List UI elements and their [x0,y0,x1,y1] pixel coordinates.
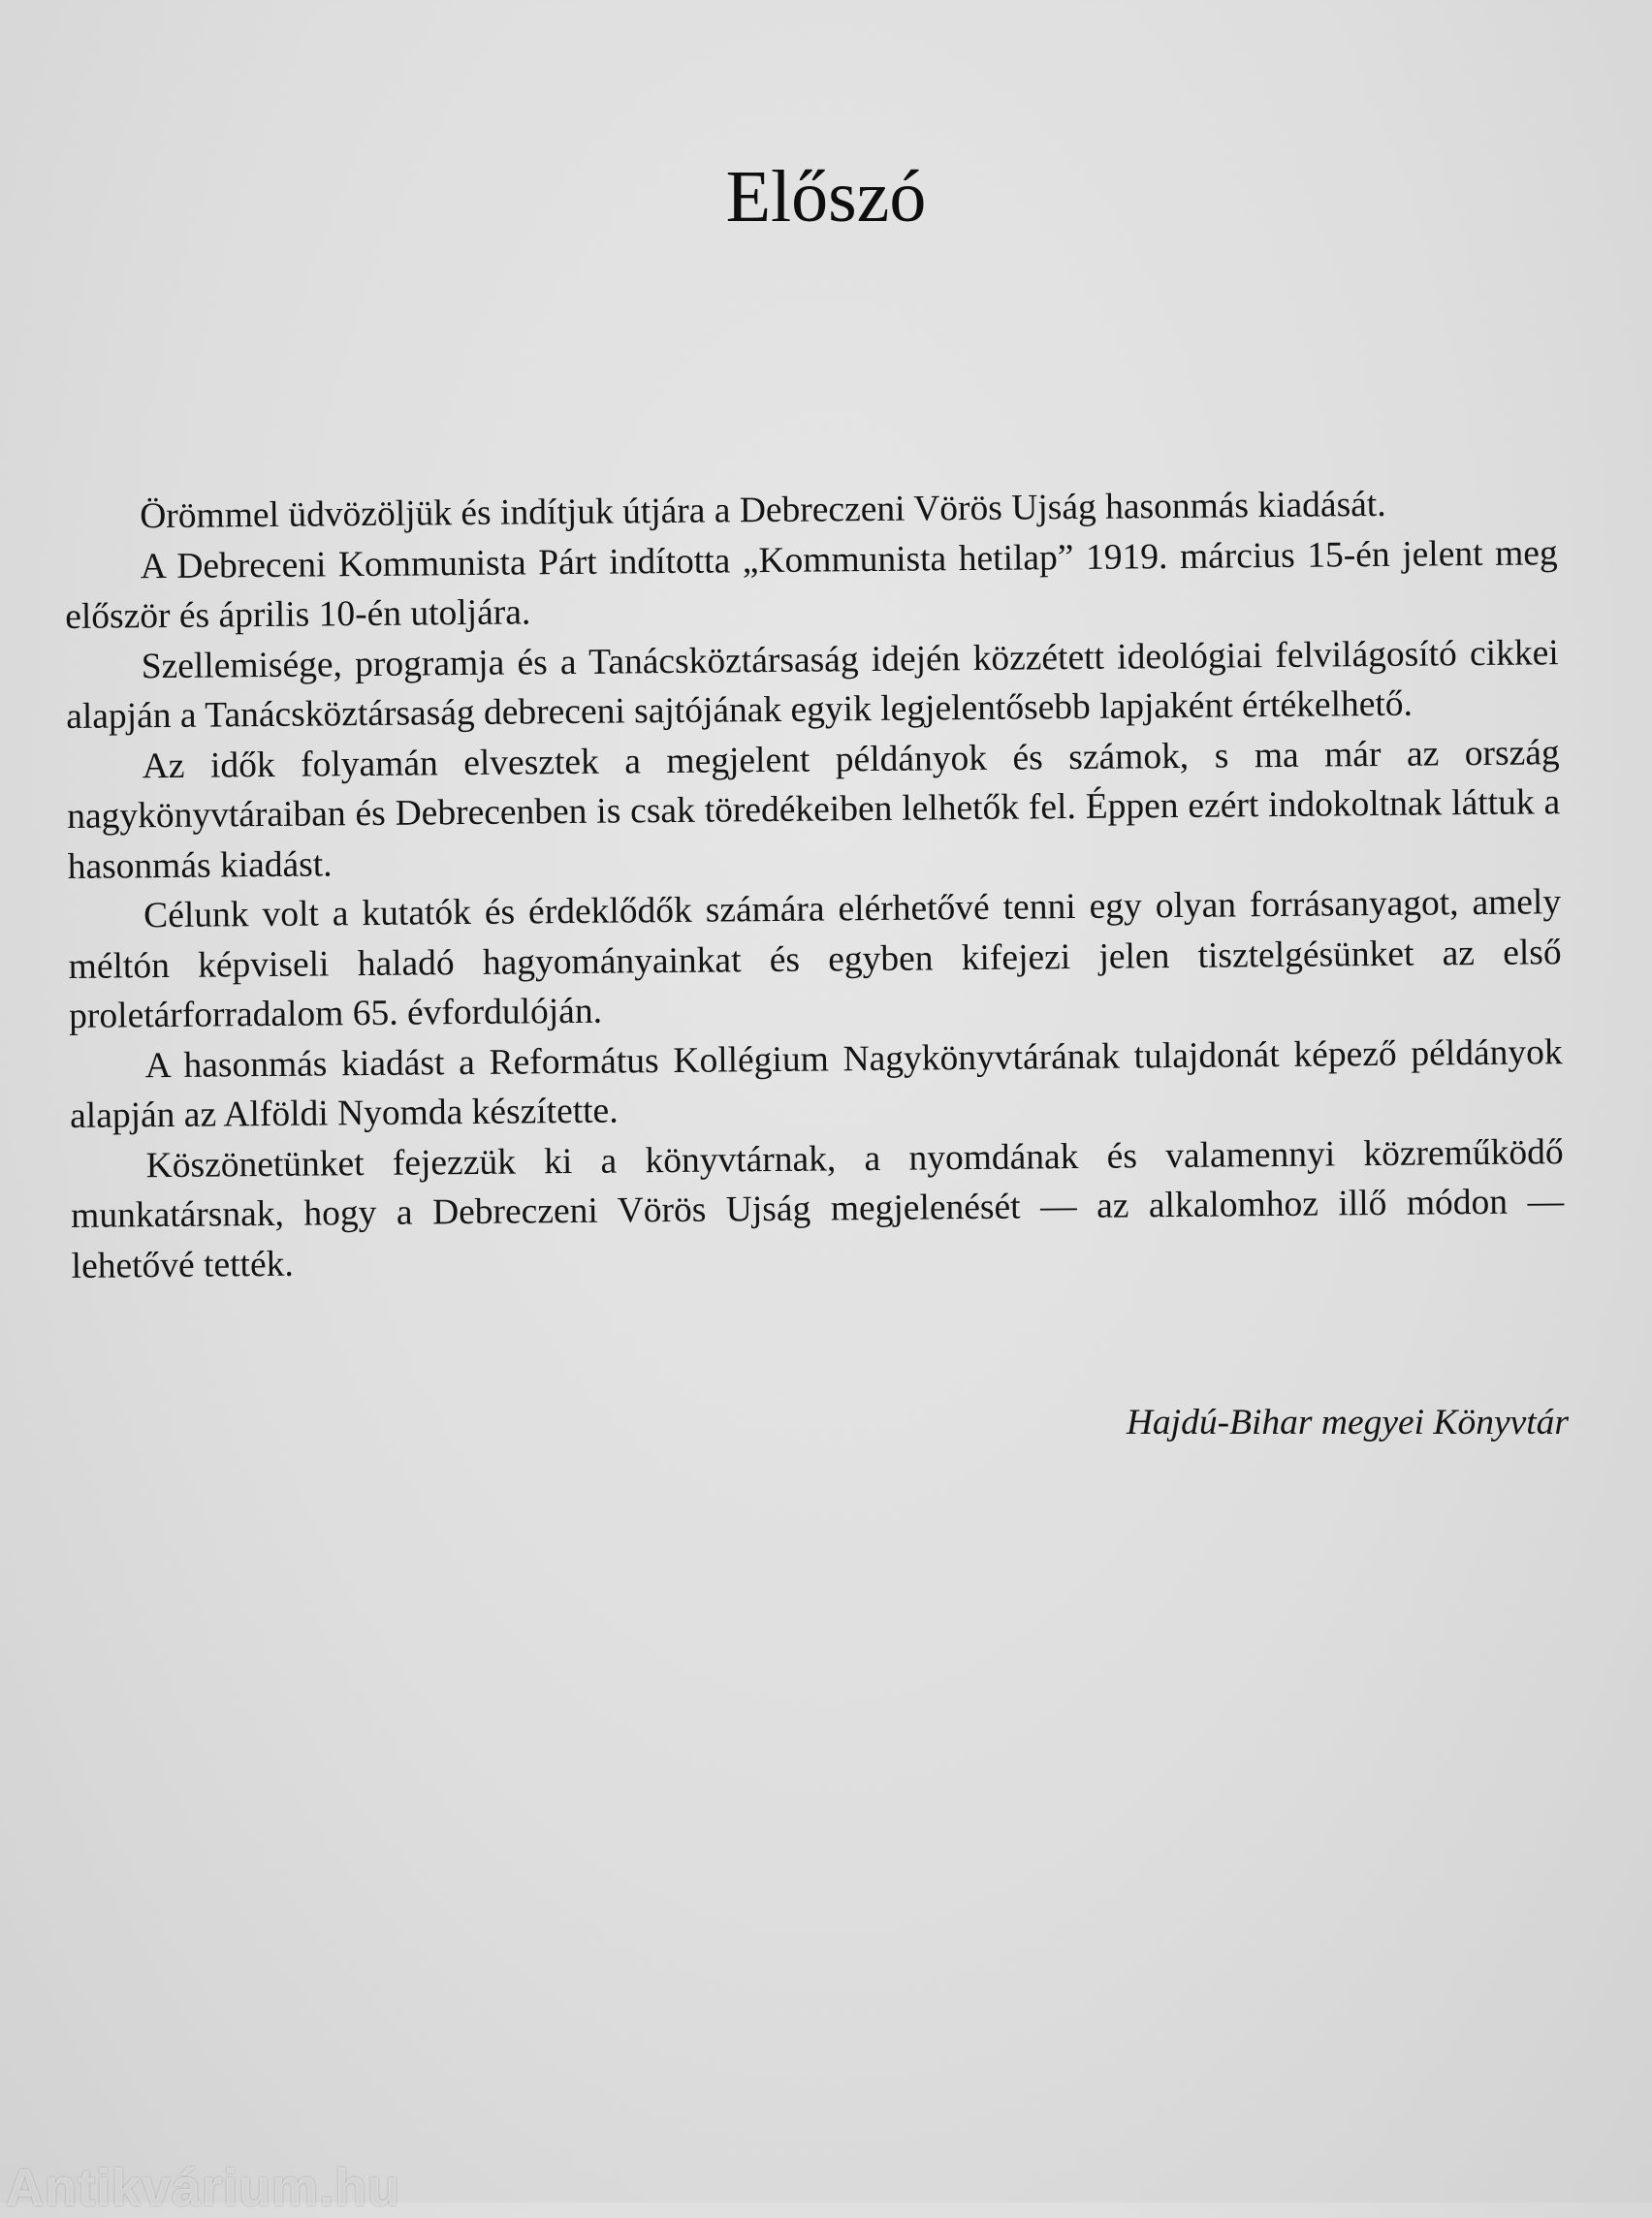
paragraph-6: A hasonmás kiadást a Református Kollégium Nagykönyvtárának tulajdonát képező példányok alapján az Alföldi Nyomda készítette. [69,1031,1563,1136]
paragraph-1: Örömmel üdvözöljük és indítjuk útjára a Debreczeni Vörös Ujság hasonmás kiadását. [140,484,1386,537]
paragraph-4: Az idők folyamán elvesztek a megjelent példányok és számok, s ma már az ország nagykönyvtáraiban és Debrecenben is csak töredékeiben lelhetők fel. Éppen ezért indokoltnak láttuk a hasonmás kiadást. [67,732,1561,887]
paragraph-7: Köszönetünket fejezzük ki a könyvtárnak, a nyomdának és valamennyi közreműködő munkatársnak, hogy a Debreczeni Vörös Ujság megjelenését — az alkalomhoz illő módon — lehetővé tették. [70,1131,1565,1286]
body-text [64,478,1565,1291]
paragraph-3: Szellemisége, programja és a Tanácsköztársaság idején közzétett ideológiai felvilágosító cikkei alapján a Tanácsköztársaság debreceni sajtójának egyik legjelentősebb lapjaként értékelhető. [66,632,1559,737]
page-title: Előszó [725,156,927,238]
paragraph-2: A Debreceni Kommunista Párt indította „Kommunista hetilap” 1919. március 15-én jelent meg először és április 10-én utoljára. [65,532,1558,637]
paragraph-5: Célunk volt a kutatók és érdeklődők számára elérhetővé tenni egy olyan forrásanyagot, amely méltón képviseli haladó hagyományainkat és egyben kifejezi jelen tisztelgésünket az első proletárforradalom 65. évfordulóján. [68,882,1562,1036]
watermark: Antikvárium.hu [6,2159,401,2217]
signature: Hajdú-Bihar megyei Könyvtár [1126,1403,1569,1442]
